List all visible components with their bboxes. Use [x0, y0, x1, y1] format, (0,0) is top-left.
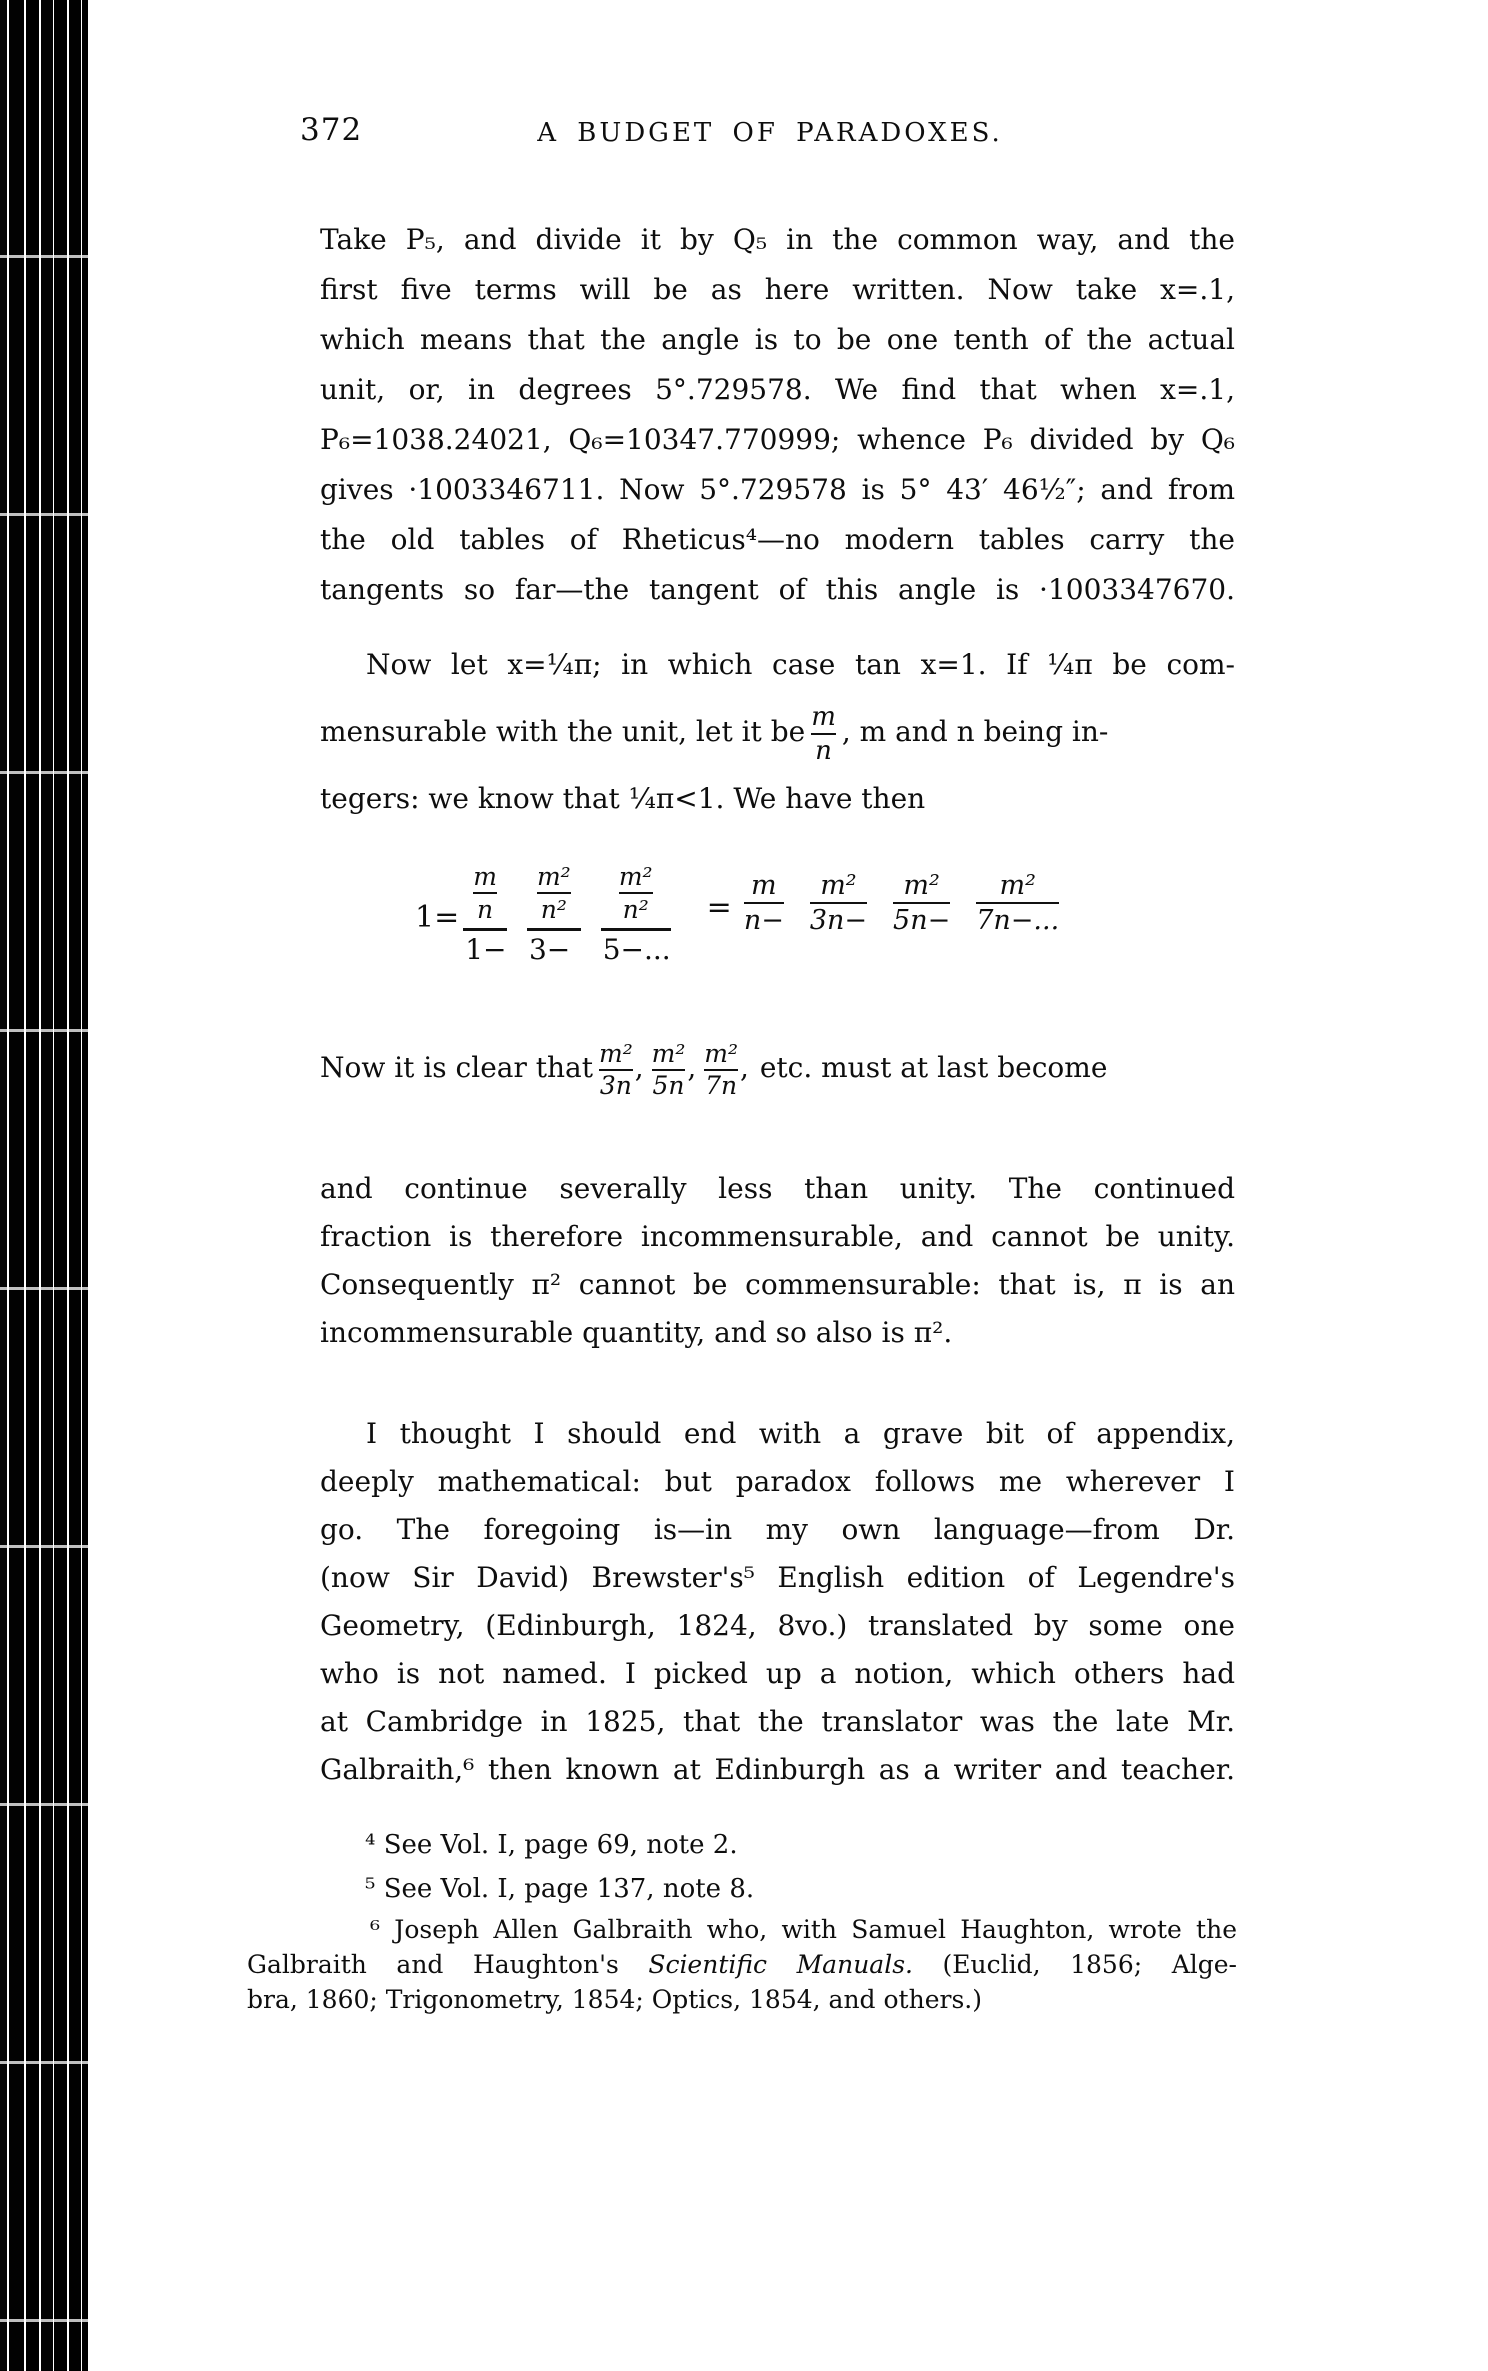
text-line: first five terms will be as here written. Now take x=.1, — [320, 273, 1235, 306]
fraction-numerator: m² — [651, 1038, 686, 1068]
text-line: Consequently π² cannot be commensurable: that is, π is an — [320, 1268, 1235, 1301]
text-segment: ⁶ Joseph Allen Galbraith who, with Samuel Haughton, wrote the — [370, 1915, 1237, 1944]
cf-term — [463, 862, 507, 967]
text-line: who is not named. I picked up a notion, which others had — [320, 1657, 1235, 1690]
fraction-bar — [601, 928, 671, 931]
italic-title: Scientific Manuals. — [648, 1950, 913, 1979]
fraction-bar — [463, 928, 507, 931]
text-line: which means that the angle is to be one tenth of the actual — [320, 323, 1235, 356]
cf-term — [601, 862, 671, 967]
fraction-bar — [619, 892, 653, 894]
text-segment: , — [687, 1051, 697, 1084]
fraction-numerator: m — [473, 862, 497, 891]
nested-fraction — [527, 862, 581, 924]
cf-denominator: 1− — [465, 933, 507, 966]
text-line-with-fraction — [320, 690, 1235, 774]
paragraph-2 — [320, 640, 1235, 824]
paragraph-1 — [320, 215, 1235, 615]
text-line: unit, or, in degrees 5°.729578. We find that when x=.1, — [320, 373, 1235, 406]
text-line: Geometry, (Edinburgh, 1824, 8vo.) translated by some one — [320, 1609, 1235, 1642]
text-line: fraction is therefore incommensurable, and cannot be unity. — [320, 1220, 1235, 1253]
text-line-with-fractions — [320, 1025, 1235, 1111]
text-line: tegers: we know that ¼π<1. We have then — [320, 782, 926, 815]
fraction-numerator: m — [751, 870, 777, 901]
fraction-numerator: m² — [820, 870, 857, 901]
text-line: Now let x=¼π; in which case tan x=1. If ¼π be com- — [366, 648, 1235, 681]
scan-binding-artifact — [0, 0, 90, 2371]
fraction-denominator: n — [815, 735, 832, 766]
text-line: (now Sir David) Brewster's⁵ English edition of Legendre's — [320, 1561, 1235, 1594]
nested-fraction — [463, 862, 507, 924]
fraction-bar — [976, 902, 1059, 904]
text-line: Take P₅, and divide it by Q₅ in the common way, and the — [320, 223, 1235, 256]
fraction-term — [744, 870, 784, 936]
fraction-denominator: n² — [622, 895, 649, 924]
inline-fraction — [704, 1040, 738, 1100]
fraction-denominator: 3n− — [809, 905, 868, 936]
inline-fraction — [599, 1040, 633, 1100]
text-segment: (Euclid, 1856; Alge- — [912, 1950, 1237, 1979]
text-line: deeply mathematical: but paradox follows me wherever I — [320, 1465, 1235, 1498]
text-line: and continue severally less than unity. The continued — [320, 1172, 1235, 1205]
fraction-denominator: n² — [540, 895, 567, 924]
fraction-numerator: m² — [536, 862, 571, 891]
fraction-numerator: m² — [903, 870, 940, 901]
text-line: P₆=1038.24021, Q₆=10347.770999; whence P₆ divided by Q₆ — [320, 423, 1235, 456]
footnote-6 — [247, 1912, 1237, 2017]
paragraph-3 — [320, 1025, 1235, 1111]
text-line: tangents so far—the tangent of this angle is ·1003347670. — [320, 573, 1235, 606]
fraction-term — [810, 870, 867, 936]
text-segment: , — [740, 1051, 749, 1084]
fraction-term — [893, 870, 950, 936]
fraction-bar — [811, 733, 836, 735]
fraction-bar — [744, 902, 784, 904]
fraction-denominator: n− — [743, 905, 784, 936]
text-line: Galbraith,⁶ then known at Edinburgh as a writer and teacher. — [320, 1753, 1235, 1786]
cf-denominator: 3− — [528, 933, 571, 966]
nested-fraction — [609, 862, 663, 924]
text-line: at Cambridge in 1825, that the translator was the late Mr. — [320, 1705, 1235, 1738]
fraction-denominator: 3n — [599, 1070, 632, 1100]
text-line: go. The foregoing is—in my own language—from Dr. — [320, 1513, 1235, 1546]
text-line: I thought I should end with a grave bit of appendix, — [366, 1417, 1235, 1450]
formula-lead: 1= — [415, 900, 460, 935]
inline-fraction — [811, 702, 836, 766]
text-segment: , — [634, 1051, 644, 1084]
text-segment: , m and n being in- — [841, 715, 1109, 748]
footnote-5: ⁵ See Vol. I, page 137, note 8. — [365, 1874, 755, 1904]
fraction-numerator: m² — [999, 870, 1036, 901]
fraction-bar — [810, 902, 867, 904]
footnote-line — [247, 1947, 1237, 1982]
text-line: gives ·1003346711. Now 5°.729578 is 5° 43′ 46½″; and from — [320, 473, 1235, 506]
equals-sign: = — [706, 890, 732, 925]
fraction-numerator: m — [811, 701, 836, 732]
footnote-line: bra, 1860; Trigonometry, 1854; Optics, 1854, and others.) — [247, 1985, 982, 2014]
fraction-denominator: 5n− — [893, 905, 951, 936]
inline-fraction — [652, 1040, 686, 1100]
continued-fraction-formula — [320, 862, 1330, 967]
text-line: incommensurable quantity, and so also is π². — [320, 1316, 953, 1349]
cf-denominator: 5−... — [602, 933, 671, 966]
cf-term — [527, 862, 581, 967]
fraction-term — [976, 870, 1059, 936]
fraction-bar — [473, 892, 497, 894]
page-number: 372 — [300, 112, 363, 148]
fraction-numerator: m² — [704, 1038, 738, 1068]
text-segment: Now it is clear that — [320, 1051, 593, 1084]
fraction-denominator: 7n−... — [976, 905, 1060, 936]
fraction-numerator: m² — [598, 1038, 633, 1068]
fraction-numerator: m² — [618, 862, 653, 891]
fraction-bar — [527, 928, 581, 931]
fraction-denominator: 7n — [705, 1070, 738, 1100]
paragraph-4 — [320, 1165, 1235, 1357]
paragraph-5 — [320, 1410, 1235, 1794]
text-line: the old tables of Rheticus⁴—no modern tables carry the — [320, 523, 1235, 556]
fraction-denominator: n — [477, 895, 494, 924]
text-segment: etc. must at last become — [759, 1051, 1108, 1084]
fraction-bar — [893, 902, 950, 904]
fraction-bar — [537, 892, 571, 894]
footnote-line — [247, 1912, 1237, 1947]
text-segment: mensurable with the unit, let it be — [320, 715, 806, 748]
footnote-4: ⁴ See Vol. I, page 69, note 2. — [365, 1830, 738, 1860]
fraction-denominator: 5n — [652, 1070, 685, 1100]
running-title: A BUDGET OF PARADOXES. — [537, 118, 1003, 148]
text-segment: Galbraith and Haughton's — [247, 1950, 649, 1979]
